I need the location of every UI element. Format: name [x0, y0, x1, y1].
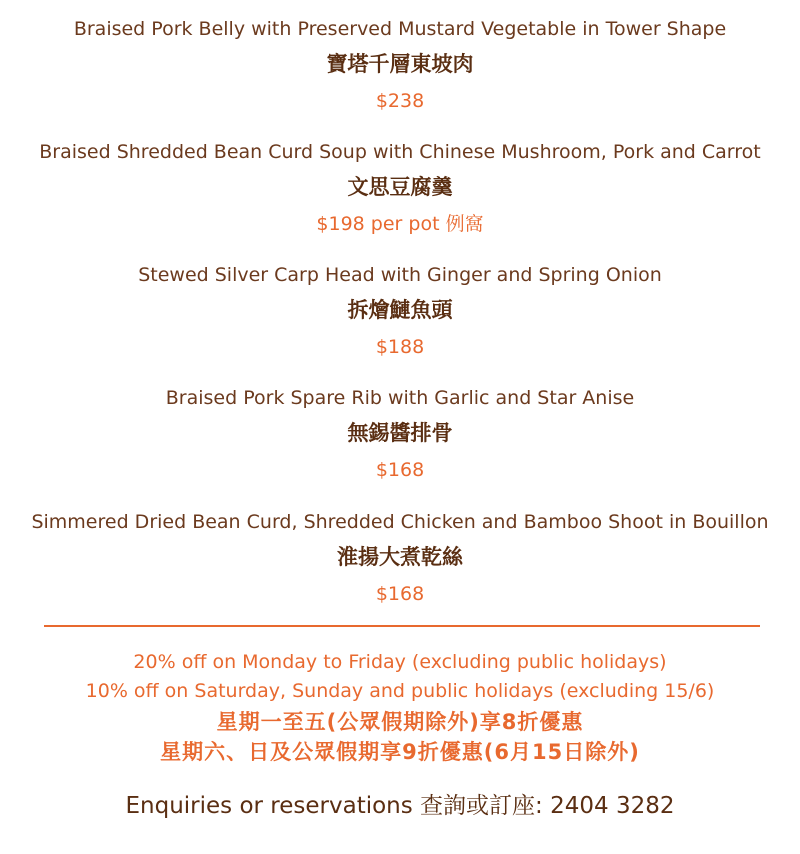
weekend-offer-zh: 星期六、日及公眾假期享9折優惠(6月15日除外) [160, 740, 640, 764]
dish-name-zh: 文思豆腐羹 [347, 175, 453, 199]
dish-price: $198 per pot 例窩 [316, 213, 484, 235]
dish-price: $168 [375, 583, 425, 605]
dish-name-en: Braised Pork Belly with Preserved Mustard Vegetable in Tower Shape [73, 18, 727, 40]
dish-price: $168 [375, 459, 425, 481]
section-divider [44, 625, 760, 627]
weekend-offer-en: 10% off on Saturday, Sunday and public holidays (excluding 15/6) [85, 680, 715, 702]
weekday-offer-zh: 星期一至五(公眾假期除外)享8折優惠 [216, 710, 584, 734]
dish-name-zh: 拆燴鰱魚頭 [347, 298, 453, 322]
dish-name-en: Simmered Dried Bean Curd, Shredded Chicken and Bamboo Shoot in Bouillon [31, 511, 769, 533]
dish-name-en: Stewed Silver Carp Head with Ginger and Spring Onion [138, 264, 662, 286]
menu-item-bean-curd-soup [0, 140, 800, 236]
dish-name-zh: 淮揚大煮乾絲 [337, 545, 463, 569]
menu-item-spare-rib [0, 386, 800, 482]
dish-name-en: Braised Shredded Bean Curd Soup with Chinese Mushroom, Pork and Carrot [39, 141, 761, 163]
dish-name-zh: 寶塔千層東坡肉 [326, 52, 474, 76]
dish-name-zh: 無錫醬排骨 [347, 421, 453, 445]
enquiry-line: Enquiries or reservations 查詢或訂座: 2404 3282 [125, 793, 675, 819]
menu-item-dried-bean-curd [0, 510, 800, 606]
menu-item-carp-head [0, 263, 800, 359]
dish-price: $188 [375, 336, 425, 358]
dish-name-en: Braised Pork Spare Rib with Garlic and Star Anise [165, 387, 635, 409]
dish-price: $238 [375, 90, 425, 112]
weekday-offer-en: 20% off on Monday to Friday (excluding public holidays) [133, 651, 667, 673]
menu-item-pork-belly [0, 17, 800, 113]
